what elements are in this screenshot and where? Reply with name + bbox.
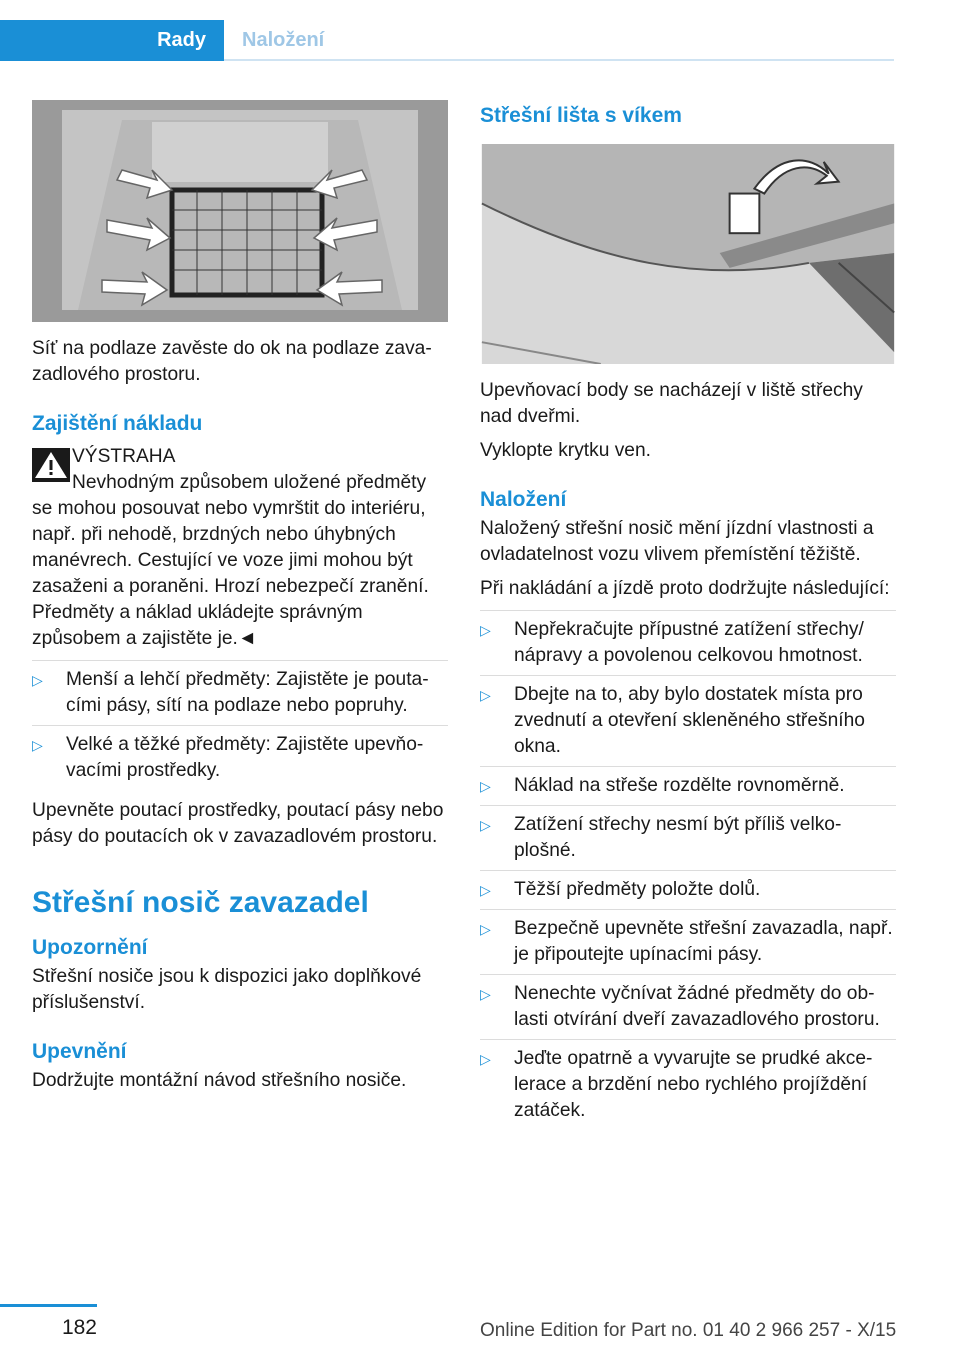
list-item: ▷ Menší a lehčí předměty: Zajistěte je poutacími pásy, sítí na podlaze nebo popruhy. [32, 669, 429, 716]
list-item: ▷ Jeďte opatrně a vyvarujte se prudké akcelerace a brzdění nebo rychlého projíždění zatáček. [480, 1039, 896, 1130]
right-bullet-list [480, 610, 896, 1130]
bullet-triangle-icon: ▷ [480, 687, 491, 703]
bullet-triangle-icon: ▷ [480, 986, 491, 1002]
bullet-triangle-icon: ▷ [480, 921, 491, 937]
roof-rail-figure [480, 144, 896, 364]
trunk-net-figure [32, 100, 448, 322]
roof-figure-caption: Upevňovací body se nacházejí v liště střechy nad dveřmi. [480, 380, 863, 427]
warning-text: Nevhodným způsobem uložené předměty se mohou posouvat nebo vymrštit do interiéru, např. při nehodě, brzdných nebo úhybných manévrech. Cestující ve voze jimi mohou být zasaženi a poraněni. Hrozí nebezpečí zranění. Předměty a náklad ukládejte správným způsobem a zajistěte je.◄ [32, 472, 429, 649]
left-bullet-list [32, 660, 448, 790]
tab-nalozeni[interactable]: Naložení [224, 20, 894, 61]
bullet-triangle-icon: ▷ [480, 882, 491, 898]
warning-title: VÝSTRAHA [72, 446, 176, 467]
bullet-triangle-icon: ▷ [480, 817, 491, 833]
tab-rady[interactable]: Rady [0, 20, 224, 61]
list-item: ▷ Zatížení střechy nesmí být příliš velkoplošné. [480, 805, 896, 870]
list-item: ▷ Bezpečně upevněte střešní zavazadla, např. je připoutejte upínacími pásy. [480, 909, 896, 974]
list-item: ▷ Nenechte vyčnívat žádné předměty do oblasti otvírání dveří zavazadlového prostoru. [480, 974, 896, 1039]
list-item: ▷ Těžší předměty položte dolů. [480, 870, 896, 909]
paragraph-tie-down: Upevněte poutací prostředky, poutací pásy nebo pásy do poutacích ok v zavazadlovém prostoru. [32, 800, 444, 847]
list-item: ▷ Dbejte na to, aby bylo dostatek místa pro zvednutí a otevření skleněného střešního okna. [480, 675, 896, 766]
section-title-roof-rail: Střešní lišta s víkem [480, 104, 682, 127]
section-title-securing-load: Zajištění nákladu [32, 412, 203, 435]
paragraph-loading-intro: Při nakládání a jízdě proto dodržujte následující: [480, 578, 890, 599]
trunk-figure-caption: Síť na podlaze zavěste do ok na podlaze zavazadlového prostoru. [32, 338, 432, 385]
paragraph-loading: Naložený střešní nosič mění jízdní vlastnosti a ovladatelnost vozu vlivem přemístění těžiště. [480, 518, 874, 565]
list-item: ▷ Nepřekračujte přípustné zatížení střechy/ nápravy a povolenou celkovou hmotnost. [480, 619, 864, 666]
chapter-title-roof-rack: Střešní nosič zavazadel [32, 886, 369, 919]
bullet-triangle-icon: ▷ [480, 1051, 491, 1067]
bullet-triangle-icon: ▷ [32, 737, 43, 753]
page-number: 182 [61, 1316, 97, 1339]
warning-block [32, 444, 448, 652]
bullet-triangle-icon: ▷ [480, 622, 491, 638]
bullet-triangle-icon: ▷ [32, 672, 43, 688]
left-column [32, 100, 448, 1094]
edition-footer: Online Edition for Part no. 01 40 2 966 257 - X/15 [480, 1320, 897, 1341]
list-item: ▷ Velké a těžké předměty: Zajistěte upevňovacími prostředky. [32, 725, 448, 790]
warning-triangle-icon [32, 448, 70, 482]
header-divider [224, 59, 894, 61]
paragraph-mounting: Dodržujte montážní návod střešního nosiče. [32, 1070, 407, 1091]
right-column [480, 100, 896, 1130]
paragraph-note: Střešní nosiče jsou k dispozici jako doplňkové příslušenství. [32, 966, 422, 1013]
paragraph-flip-cover: Vyklopte krytku ven. [480, 440, 651, 461]
section-title-loading: Naložení [480, 488, 567, 511]
section-title-note: Upozornění [32, 936, 148, 959]
section-title-mounting: Upevnění [32, 1040, 127, 1063]
page-header [0, 0, 960, 62]
page-number-rule [0, 1304, 97, 1307]
bullet-triangle-icon: ▷ [480, 778, 491, 794]
list-item: ▷ Náklad na střeše rozdělte rovnoměrně. [480, 766, 896, 805]
